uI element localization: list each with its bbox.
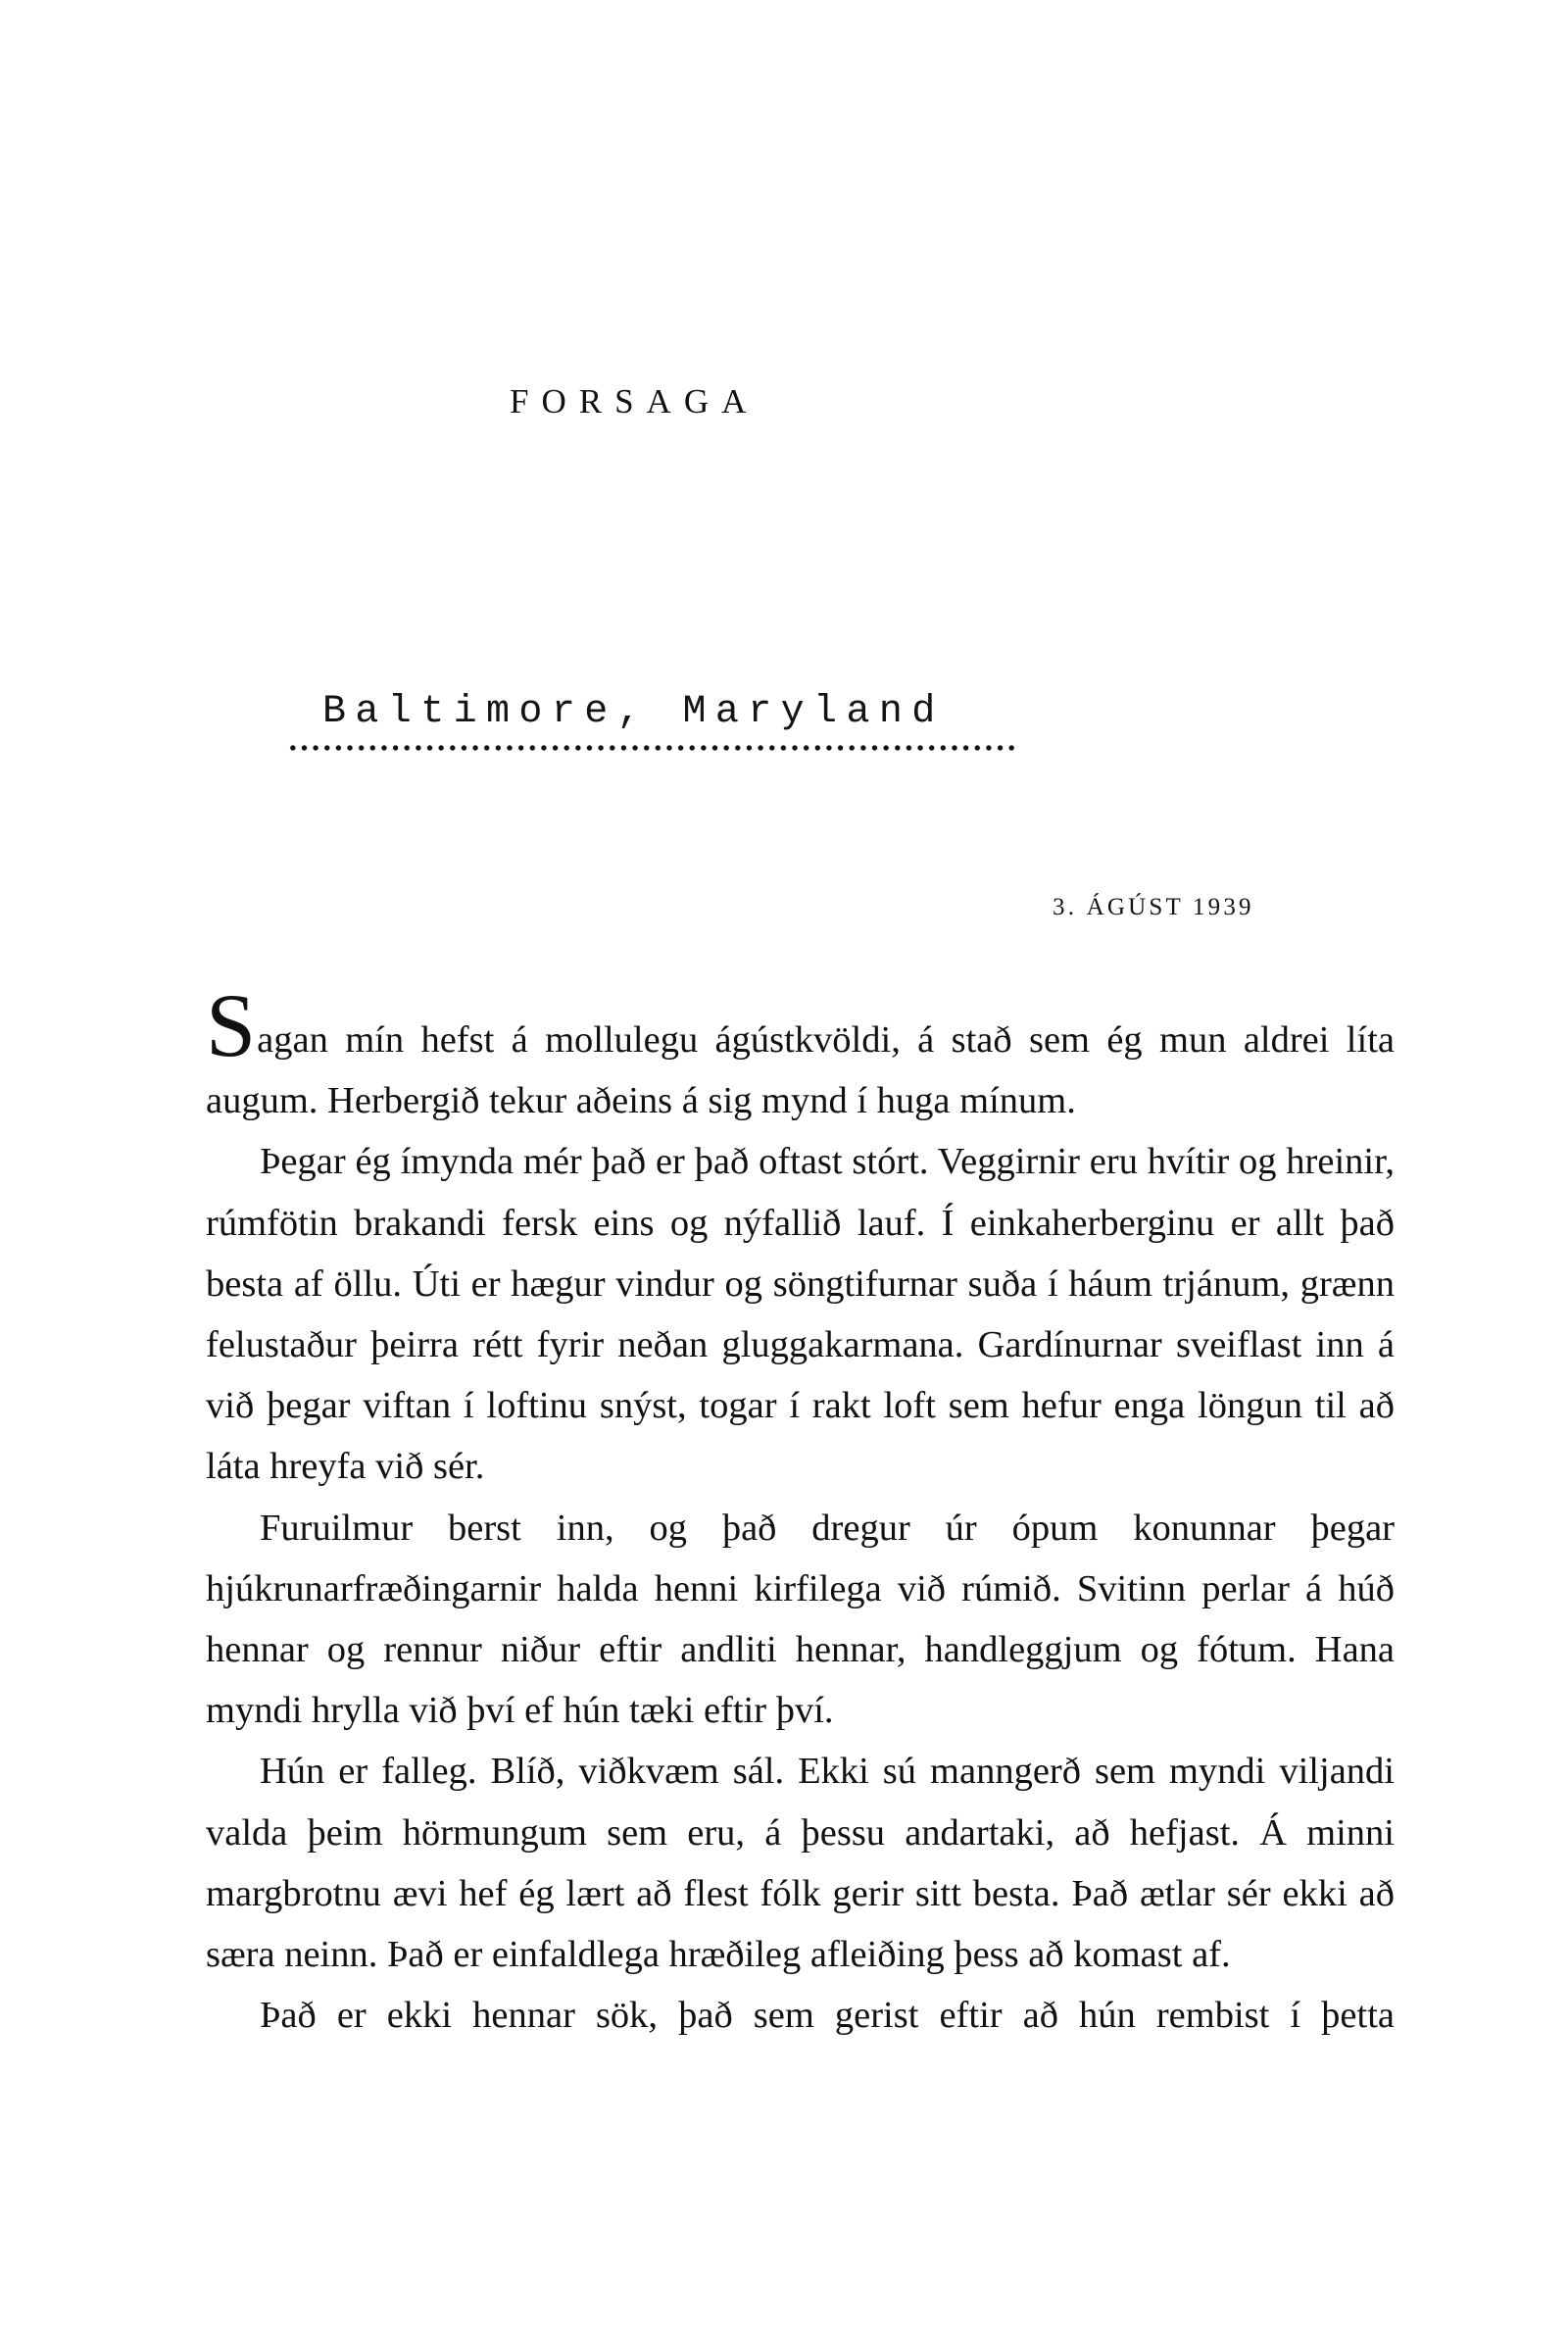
paragraph: Þegar ég ímynda mér það er það oftast stórt. Veggirnir eru hvítir og hreinir, rúmfötin brakandi fersk eins og nýfallið lauf. Í einkaherberginu er allt það besta af öllu. Úti er hægur vindur og söngtifurnar suða í háum trjánum, grænn felustaður þeirra rétt fyrir neðan gluggakarmana. Gardínurnar sveiflast inn á við þegar viftan í loftinu snýst, togar í rakt loft sem hefur enga löngun til að láta hreyfa við sér.	[206, 1141, 1395, 1488]
paragraph: Furuilmur berst inn, og það dregur úr ópum konunnar þegar hjúkrunarfræðingarnir halda henni kirfilega við rúmið. Svitinn perlar á húð hennar og rennur niður eftir andliti hennar, handleggjum og fótum. Hana myndi hrylla við því ef hún tæki eftir því.	[206, 1507, 1395, 1732]
chapter-title: FORSAGA	[510, 382, 760, 421]
paragraph: Hún er falleg. Blíð, viðkvæm sál. Ekki sú manngerð sem myndi viljandi valda þeim hörmungum sem eru, á þessu andartaki, að hefjast. Á minni margbrotnu ævi hef ég lært að flest fólk gerir sitt besta. Það ætlar sér ekki að særa neinn. Það er einfaldlega hræðileg afleiðing þess að komast af.	[206, 1751, 1395, 1976]
location-heading	[287, 686, 1018, 751]
paragraph	[206, 975, 1395, 1131]
drop-cap: S	[206, 975, 257, 1075]
body-text	[206, 975, 1395, 2046]
location-name: Baltimore, Maryland	[322, 690, 945, 734]
date-line: 3. ÁGÚST 1939	[1053, 894, 1254, 920]
paragraph: Það er ekki hennar sök, það sem gerist eftir að hún rembist í þetta	[260, 1995, 1395, 2037]
dotted-underline	[287, 745, 1018, 751]
paragraph-text: agan mín hefst á mollulegu ágústkvöldi, á stað sem ég mun aldrei líta augum. Herbergið tekur aðeins á sig mynd í huga mínum.	[206, 1019, 1395, 1122]
